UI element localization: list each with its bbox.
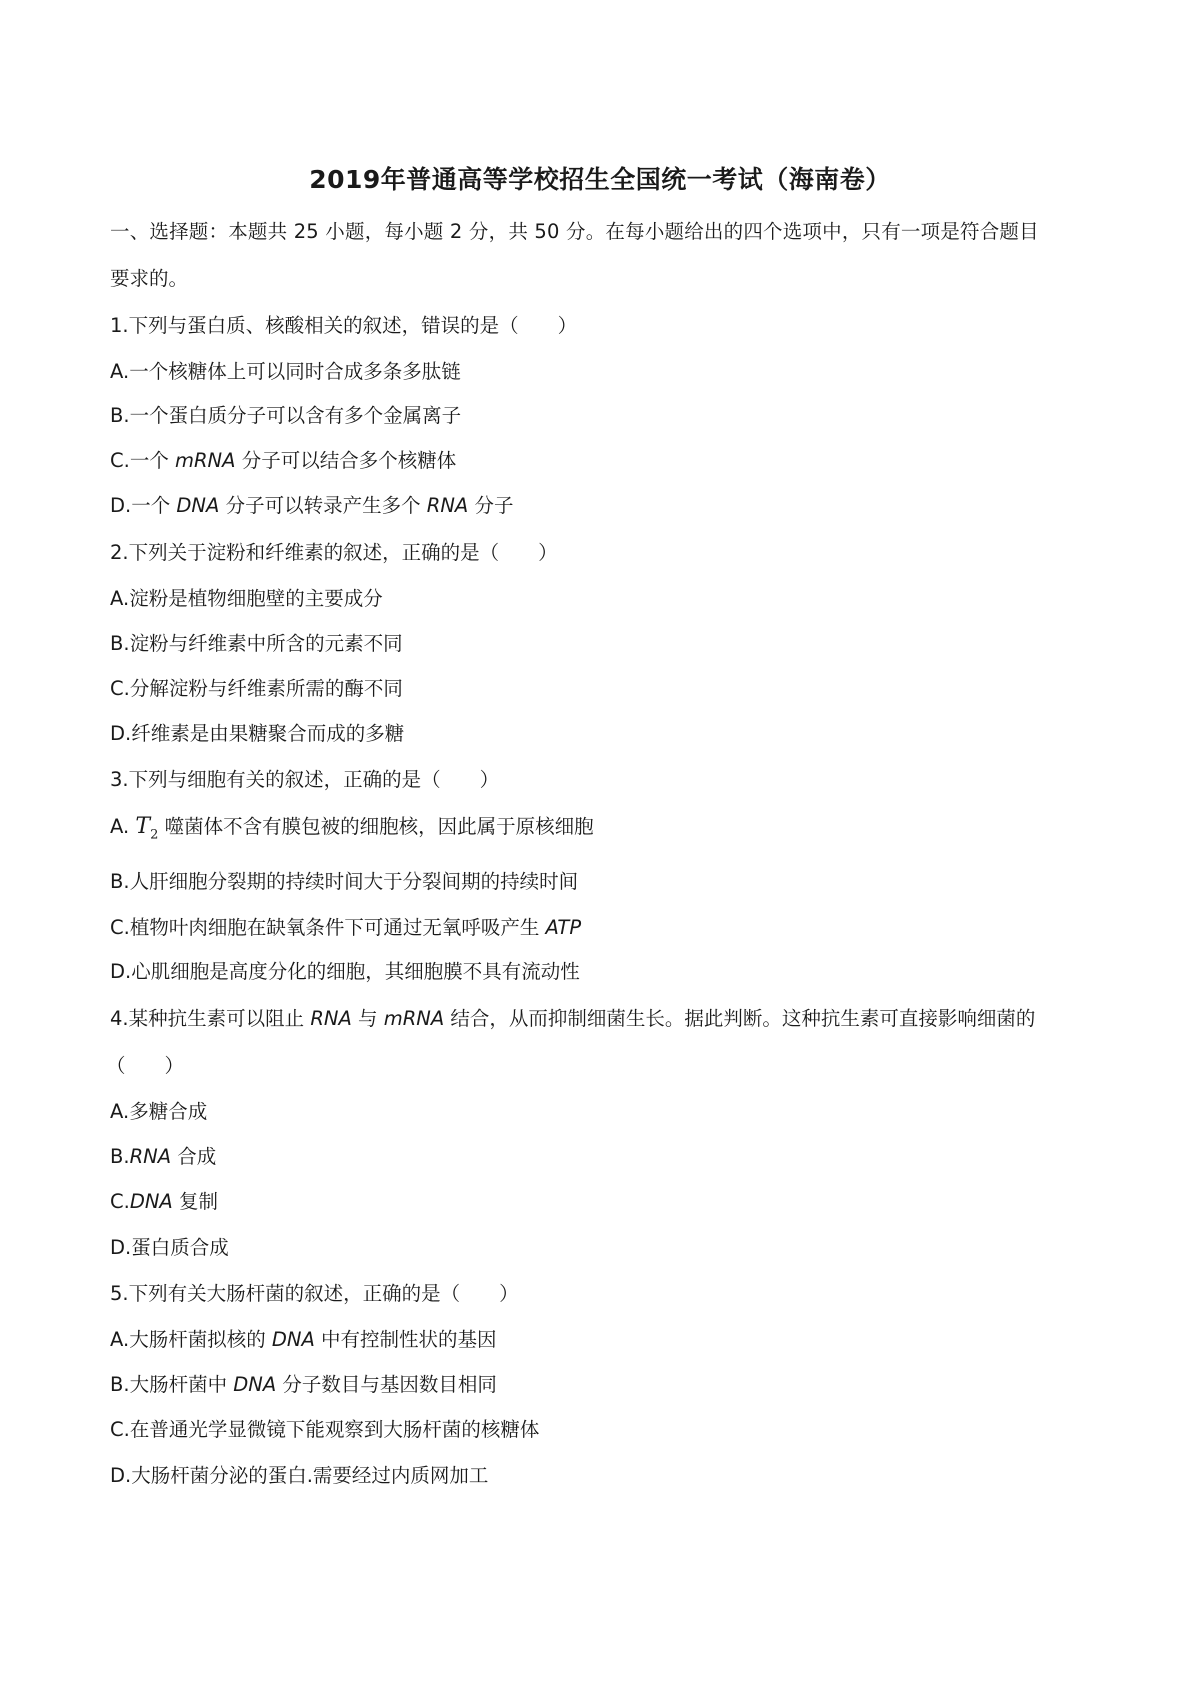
q2-option-d: D.纤维素是由果糖聚合而成的多糖 bbox=[110, 722, 405, 745]
q4-option-c bbox=[110, 1188, 218, 1216]
q4-stem-term-2: mRNA bbox=[383, 1007, 445, 1030]
q3-a-t2-term: $T_2$ bbox=[135, 814, 159, 843]
q1-option-c bbox=[110, 447, 456, 475]
q3-c-term: ATP bbox=[545, 916, 582, 939]
q5-option-a bbox=[110, 1326, 497, 1354]
q4-option-a: A.多糖合成 bbox=[110, 1100, 208, 1123]
section-instruction-line-1: 一、选择题：本题共 25 小题，每小题 2 分，共 50 分。在每小题给出的四个选项中，只有一项是符合题目 bbox=[110, 220, 1039, 243]
q5-b-term: DNA bbox=[233, 1373, 277, 1396]
exam-title: 2019年普通高等学校招生全国统一考试（海南卷） bbox=[309, 165, 891, 194]
q4-b-text: B. bbox=[110, 1145, 130, 1168]
q1-option-b: B.一个蛋白质分子可以含有多个金属离子 bbox=[110, 404, 462, 427]
q3-stem: 3.下列与细胞有关的叙述，正确的是（ ） bbox=[110, 768, 500, 791]
q4-b-term: RNA bbox=[129, 1145, 172, 1168]
q4-c-text: C. bbox=[110, 1190, 130, 1213]
q5-stem: 5.下列有关大肠杆菌的叙述，正确的是（ ） bbox=[110, 1282, 519, 1305]
q1-d-text-mid: 分子可以转录产生多个 bbox=[219, 494, 427, 517]
q4-stem bbox=[110, 1005, 1035, 1033]
q2-stem: 2.下列关于淀粉和纤维素的叙述，正确的是（ ） bbox=[110, 541, 558, 564]
section-instruction-line-2: 要求的。 bbox=[110, 267, 189, 290]
q3-option-b: B.人肝细胞分裂期的持续时间大于分裂间期的持续时间 bbox=[110, 870, 579, 893]
q1-d-text: D.一个 bbox=[110, 494, 177, 517]
q3-c-text: C.植物叶肉细胞在缺氧条件下可通过无氧呼吸产生 bbox=[110, 916, 546, 939]
q4-option-b bbox=[110, 1143, 216, 1171]
q2-option-c: C.分解淀粉与纤维素所需的酶不同 bbox=[110, 677, 403, 700]
q4-stem-text-post: 结合，从而抑制细菌生长。据此判断。这种抗生素可直接影响细菌的 bbox=[444, 1007, 1036, 1030]
q1-d-term-2: RNA bbox=[426, 494, 469, 517]
q3-option-d: D.心肌细胞是高度分化的细胞，其细胞膜不具有流动性 bbox=[110, 960, 580, 983]
q4-stem-term-1: RNA bbox=[310, 1007, 352, 1030]
q1-d-text-post: 分子 bbox=[468, 494, 514, 517]
q4-c-term: DNA bbox=[129, 1190, 173, 1213]
q5-b-text-post: 分子数目与基因数目相同 bbox=[276, 1373, 497, 1396]
q4-stem-text-mid: 与 bbox=[351, 1007, 384, 1030]
q5-option-b bbox=[110, 1371, 497, 1399]
q1-stem: 1.下列与蛋白质、核酸相关的叙述，错误的是（ ） bbox=[110, 314, 578, 337]
q5-a-text: A.大肠杆菌拟核的 bbox=[110, 1328, 272, 1351]
q5-option-d: D.大肠杆菌分泌的蛋白.需要经过内质网加工 bbox=[110, 1464, 489, 1487]
q1-c-text-post: 分子可以结合多个核糖体 bbox=[235, 449, 457, 472]
q2-option-a: A.淀粉是植物细胞壁的主要成分 bbox=[110, 587, 383, 610]
q5-b-text: B.大肠杆菌中 bbox=[110, 1373, 234, 1396]
q1-c-text: C.一个 bbox=[110, 449, 176, 472]
q4-b-text-post: 合成 bbox=[171, 1145, 217, 1168]
q4-c-text-post: 复制 bbox=[172, 1190, 218, 1213]
q1-c-term: mRNA bbox=[175, 449, 236, 472]
q5-a-text-post: 中有控制性状的基因 bbox=[314, 1328, 497, 1351]
q3-option-c bbox=[110, 914, 581, 942]
q4-option-d: D.蛋白质合成 bbox=[110, 1236, 229, 1259]
q4-stem-text: 4.某种抗生素可以阻止 bbox=[110, 1007, 311, 1030]
q4-stem-line-2: （ ） bbox=[106, 1054, 185, 1077]
q5-a-term: DNA bbox=[271, 1328, 315, 1351]
q2-option-b: B.淀粉与纤维素中所含的元素不同 bbox=[110, 632, 403, 655]
q1-option-d bbox=[110, 492, 513, 520]
q5-option-c: C.在普通光学显微镜下能观察到大肠杆菌的核糖体 bbox=[110, 1418, 540, 1441]
q3-a-text-post: 噬菌体不含有膜包被的细胞核，因此属于原核细胞 bbox=[158, 815, 594, 838]
q3-option-a bbox=[110, 813, 594, 849]
q1-option-a: A.一个核糖体上可以同时合成多条多肽链 bbox=[110, 360, 461, 383]
q3-a-text: A. bbox=[110, 815, 136, 838]
q1-d-term-1: DNA bbox=[176, 494, 220, 517]
